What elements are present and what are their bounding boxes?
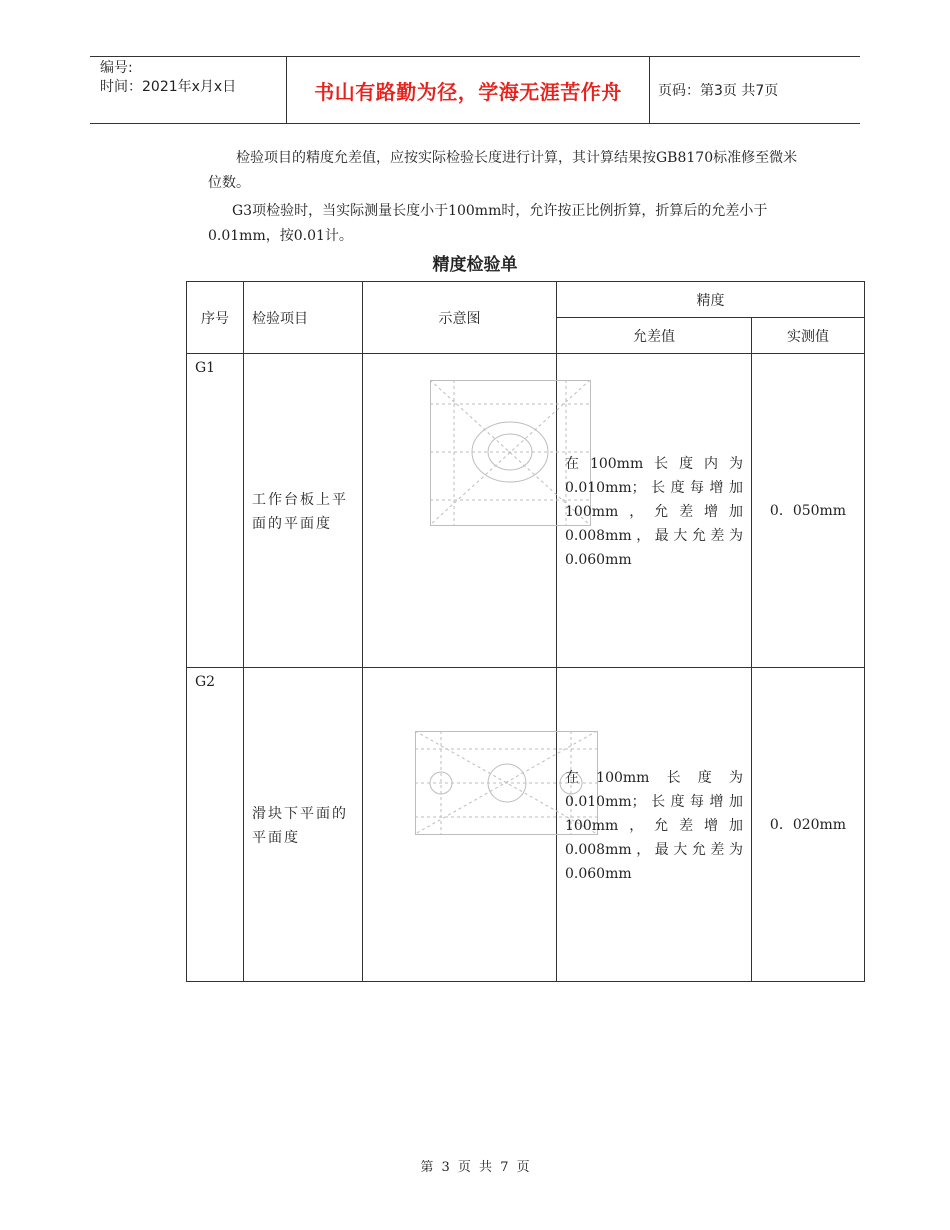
header-precision: 精度 [557,282,865,318]
row-tolerance: 在100mm长度为0.010mm；长度每增加100mm，允差增加0.008mm，最大允差为0.060mm [565,770,743,882]
page-label: 页码：第3页 共7页 [658,83,779,99]
header-meta [100,59,236,97]
table-title: 精度检验单 [432,255,518,275]
number-label: 编号: [100,60,133,76]
header-seq: 序号 [187,282,244,354]
page-header [90,56,860,124]
row-id: G1 [195,360,216,376]
header-measured: 实测值 [752,318,865,354]
motto: 书山有路勤为径，学海无涯苦作舟 [286,57,650,123]
paragraph-g3-rule: G3项检验时，当实际测量长度小于100mm时，允许按正比例折算，折算后的允差小于0.01mm，按0.01计。 [208,203,768,244]
row-item: 滑块下平面的平面度 [252,806,348,846]
row-measured: 0．050mm [769,503,847,519]
time-label: 时间：2021年x月x日 [100,79,237,95]
page-footer: 第 3 页 共 7 页 [420,1160,530,1175]
header-tolerance: 允差值 [557,318,752,354]
paragraph-precision-rule: 检验项目的精度允差值，应按实际检验长度进行计算，其计算结果按GB8170标准修至微米位数。 [208,150,798,191]
inspection-table [186,281,865,982]
row-measured: 0．020mm [769,817,847,833]
row-tolerance: 在100mm长度内为0.010mm；长度每增加100mm，允差增加0.008mm，最大允差为0.060mm [565,456,743,568]
header-diagram: 示意图 [363,282,557,354]
header-item: 检验项目 [244,282,363,354]
table-row [187,354,865,668]
table-row [187,668,865,982]
row-item: 工作台板上平面的平面度 [252,492,348,532]
row-id: G2 [195,674,216,690]
